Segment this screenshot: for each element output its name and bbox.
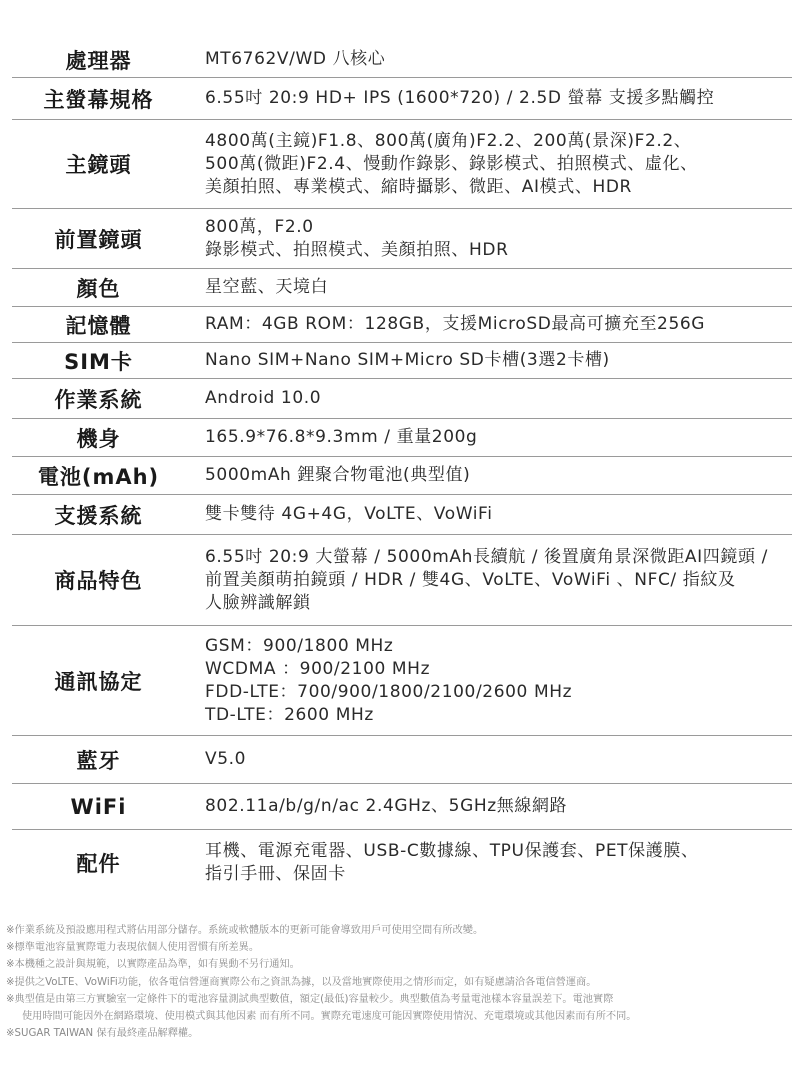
spec-label: 配件 — [76, 852, 121, 876]
note-line: ※典型值是由第三方實驗室一定條件下的電池容量測試典型數值，額定(最低)容量較少。典型數值為考量電池樣本容量誤差下。電池實際 — [6, 993, 614, 1005]
spec-value-line: FDD-LTE：700/900/1800/2100/2600 MHz — [205, 681, 573, 702]
spec-row-sim — [12, 343, 792, 379]
spec-value-line: 165.9*76.8*9.3mm / 重量200g — [205, 427, 478, 447]
spec-value-line: 4800萬(主鏡)F1.8、800萬(廣角)F2.2、200萬(景深)F2.2、 — [205, 130, 692, 151]
spec-value — [185, 840, 792, 886]
spec-value-line: 5000mAh 鋰聚合物電池(典型值) — [205, 465, 471, 485]
spec-value-line: 6.55吋 20:9 大螢幕 / 5000mAh長續航 / 後置廣角景深微距AI四鏡頭 / — [205, 546, 768, 567]
spec-value — [185, 426, 792, 449]
spec-label: 機身 — [76, 426, 121, 451]
spec-label: 電池(mAh) — [37, 464, 160, 489]
spec-value — [185, 48, 792, 71]
spec-label: 前置鏡頭 — [54, 227, 143, 252]
spec-row-main-camera — [12, 120, 792, 209]
spec-label: 處理器 — [65, 48, 132, 73]
spec-row-processor — [12, 42, 792, 78]
spec-value-line: GSM：900/1800 MHz — [205, 635, 394, 656]
spec-value-line: RAM：4GB ROM：128GB，支援MicroSD最高可擴充至256G — [205, 314, 706, 334]
note-line: ※作業系統及預設應用程式將佔用部分儲存。系統或軟體版本的更新可能會導致用戶可使用空間有所改變。 — [6, 925, 484, 936]
spec-label: 商品特色 — [54, 569, 143, 593]
spec-value — [185, 313, 792, 336]
spec-label: 支援系統 — [54, 503, 143, 528]
spec-row-bluetooth — [12, 736, 792, 784]
spec-value-line: 前置美顏萌拍鏡頭 / HDR / 雙4G、VoLTE、VoWiFi 、NFC/ 指紋及 — [205, 569, 736, 590]
spec-row-os — [12, 379, 792, 419]
note-line: ※SUGAR TAIWAN 保有最終產品解釋權。 — [6, 1028, 199, 1040]
note-line: ※提供之VoLTE、VoWiFi功能，依各電信營運商實際公布之資訊為據，以及當地實際使用之情形而定，如有疑慮請洽各電信營運商。 — [6, 976, 597, 988]
spec-value-line: Nano SIM+Nano SIM+Micro SD卡槽(3選2卡槽) — [205, 350, 610, 370]
note-line: ※本機種之設計與規範，以實際產品為準，如有異動不另行通知。 — [6, 959, 300, 971]
spec-value-line: 500萬(微距)F2.4、慢動作錄影、錄影模式、拍照模式、虛化、 — [205, 153, 698, 174]
spec-value — [185, 503, 792, 526]
spec-value — [185, 795, 792, 818]
disclaimer-notes — [6, 922, 796, 1042]
spec-row-protocols — [12, 626, 792, 736]
spec-value — [185, 87, 792, 110]
spec-value-line: MT6762V/WD 八核心 — [205, 49, 386, 69]
spec-value-line: V5.0 — [205, 749, 247, 769]
spec-label: 作業系統 — [54, 387, 143, 412]
spec-value — [185, 276, 792, 299]
spec-label: WiFi — [70, 794, 127, 819]
spec-row-body — [12, 419, 792, 457]
spec-value-line: 6.55吋 20:9 HD+ IPS (1600*720) / 2.5D 螢幕 支援多點觸控 — [205, 88, 715, 108]
spec-row-battery — [12, 457, 792, 495]
spec-value-line: 800萬，F2.0 — [205, 216, 314, 237]
spec-label: 藍牙 — [76, 748, 121, 773]
spec-row-accessories — [12, 830, 792, 896]
spec-row-memory — [12, 307, 792, 343]
spec-value-line: 耳機、電源充電器、USB-C數據線、TPU保護套、PET保護膜、 — [205, 841, 699, 861]
spec-label: 顏色 — [76, 276, 121, 301]
spec-row-main-screen — [12, 78, 792, 120]
spec-value — [185, 387, 792, 410]
spec-row-color — [12, 269, 792, 307]
spec-label: SIM卡 — [64, 349, 133, 374]
spec-value-line: 美顏拍照、專業模式、縮時攝影、微距、AI模式、HDR — [205, 176, 632, 197]
spec-value-line: 星空藍、天境白 — [205, 277, 329, 297]
spec-value-line: WCDMA ：900/2100 MHz — [205, 658, 431, 679]
spec-value-line: TD-LTE：2600 MHz — [205, 704, 374, 725]
spec-value — [185, 635, 792, 727]
spec-table — [12, 42, 792, 896]
spec-row-wifi — [12, 784, 792, 830]
spec-label: 主螢幕規格 — [43, 87, 154, 112]
spec-value-line: 指引手冊、保固卡 — [205, 864, 346, 884]
note-line: ※標準電池容量實際電力表現依個人使用習慣有所差異。 — [6, 942, 260, 954]
spec-value — [185, 216, 792, 262]
spec-value-line: 錄影模式、拍照模式、美顏拍照、HDR — [205, 239, 509, 260]
spec-value-line: 人臉辨識解鎖 — [205, 592, 311, 613]
spec-value-line: 802.11a/b/g/n/ac 2.4GHz、5GHz無線網路 — [205, 796, 568, 816]
note-line: 使用時間可能因外在網路環境、使用模式與其他因素 而有所不同。實際充電速度可能因實際使用情況、充電環境或其他因素而有所不同。 — [22, 1011, 637, 1023]
spec-value — [185, 546, 792, 615]
spec-value — [185, 748, 792, 771]
spec-label: 主鏡頭 — [65, 153, 132, 177]
spec-row-features — [12, 535, 792, 626]
spec-value — [185, 130, 792, 199]
spec-row-network-support — [12, 495, 792, 535]
spec-value-line: 雙卡雙待 4G+4G，VoLTE、VoWiFi — [205, 504, 493, 524]
spec-row-front-camera — [12, 209, 792, 269]
spec-value-line: Android 10.0 — [205, 388, 322, 408]
spec-value — [185, 464, 792, 487]
spec-label: 記憶體 — [65, 313, 132, 338]
spec-label: 通訊協定 — [54, 669, 143, 694]
spec-value — [185, 349, 792, 372]
